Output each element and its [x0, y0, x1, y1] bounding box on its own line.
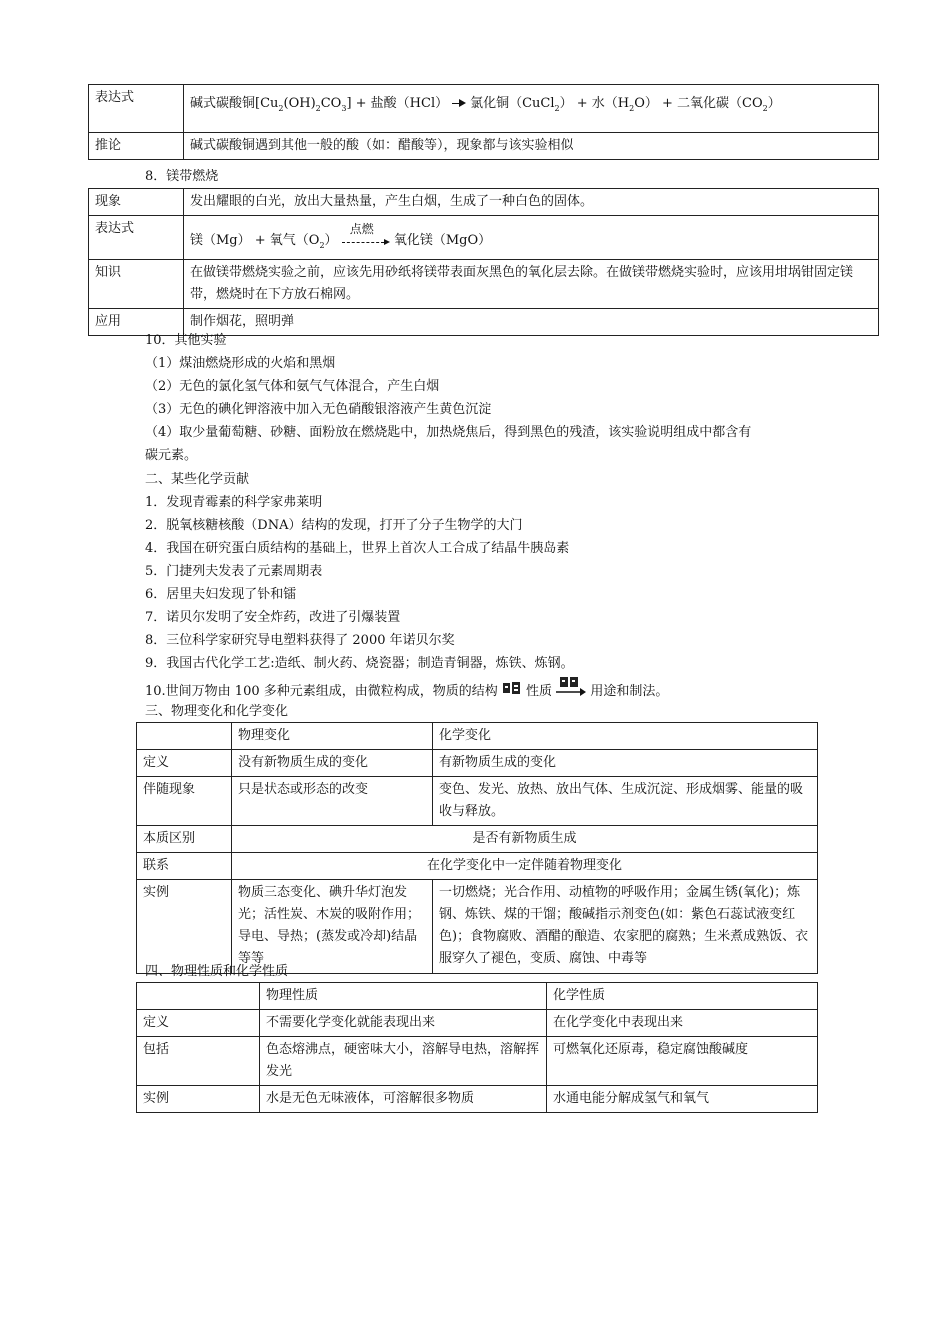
- table-row: [137, 750, 818, 777]
- merged-cell: 在化学变化中一定伴随着物理变化: [232, 853, 818, 880]
- list-item: （1）煤油燃烧形成的火焰和黑烟: [145, 356, 336, 371]
- list-item: （3）无色的碘化钾溶液中加入无色硝酸银溶液产生黄色沉淀: [145, 402, 492, 417]
- table-cell: 在化学变化中表现出来: [547, 1010, 818, 1037]
- table-row: [137, 723, 818, 750]
- determines-glyph-icon: [502, 681, 522, 697]
- row-label: 伴随现象: [137, 777, 232, 826]
- header-cell: 物理性质: [260, 983, 547, 1010]
- row-label: 推论: [89, 133, 184, 160]
- row-label: 实例: [137, 1086, 260, 1113]
- list-item: 5．门捷列夫发表了元素周期表: [145, 564, 323, 579]
- row-label: 联系: [137, 853, 232, 880]
- table-row: [89, 85, 879, 133]
- row-label: 表达式: [89, 85, 184, 133]
- table-cell: 有新物质生成的变化: [433, 750, 818, 777]
- table-row: [137, 880, 818, 974]
- table-row: [137, 826, 818, 853]
- table-basic-copper-carbonate: [88, 84, 879, 160]
- table-row: [89, 189, 879, 216]
- reaction-arrow-icon: [452, 98, 466, 110]
- table-row: [137, 1010, 818, 1037]
- table-row: [137, 1086, 818, 1113]
- list-item: （2）无色的氯化氢气体和氨气气体混合，产生白烟: [145, 379, 440, 394]
- table-row: [89, 216, 879, 260]
- section-title: 三、物理变化和化学变化: [145, 704, 289, 719]
- list-item: 碳元素。: [145, 448, 198, 463]
- list-item: （4）取少量葡萄糖、砂糖、面粉放在燃烧匙中，加热烧焦后，得到黑色的残渣，该实验说明组成中都含有: [145, 425, 752, 440]
- table-row: [137, 777, 818, 826]
- table-row: [137, 853, 818, 880]
- header-cell: 化学性质: [547, 983, 818, 1010]
- section-title: 8．镁带燃烧: [145, 169, 219, 184]
- section-title: 10．其他实验: [145, 333, 227, 348]
- section-title: 四、物理性质和化学性质: [145, 964, 289, 979]
- section-title: 二、某些化学贡献: [145, 472, 250, 487]
- header-cell: [137, 723, 232, 750]
- list-item: 4．我国在研究蛋白质结构的基础上，世界上首次人工合成了结晶牛胰岛素: [145, 541, 570, 556]
- list-item: 6．居里夫妇发现了钋和镭: [145, 587, 297, 602]
- equation-cell: 镁（Mg） + 氧气$(O_2)$ 点燃 氧化镁（MgO）: [184, 216, 879, 260]
- condition-arrow-icon: 点燃: [342, 234, 390, 248]
- table-cell: 物质三态变化、碘升华灯泡发光；活性炭、木炭的吸附作用；导电、导热；(蒸发或冷却)结晶等等: [232, 880, 433, 974]
- row-label: 现象: [89, 189, 184, 216]
- list-item: 9．我国古代化学工艺:造纸、制火药、烧瓷器；制造青铜器，炼铁、炼钢。: [145, 656, 574, 671]
- determines-arrow-icon: [556, 677, 586, 699]
- header-cell: 物理变化: [232, 723, 433, 750]
- row-content: 碱式碳酸铜遇到其他一般的酸（如：醋酸等），现象都与该实验相似: [184, 133, 879, 160]
- table-cell: 没有新物质生成的变化: [232, 750, 433, 777]
- row-content: 制作烟花，照明弹: [184, 309, 879, 336]
- table-row: [89, 260, 879, 309]
- table-magnesium: [88, 188, 879, 336]
- table-cell: 只是状态或形态的改变: [232, 777, 433, 826]
- table-cell: 变色、发光、放热、放出气体、生成沉淀、形成烟雾、能量的吸收与释放。: [433, 777, 818, 826]
- list-item: 1．发现青霉素的科学家弗莱明: [145, 495, 323, 510]
- list-item: 10.世间万物由 100 多种元素组成，由微粒构成，物质的结构 性质 用途和制法。: [145, 677, 668, 702]
- list-item: 7．诺贝尔发明了安全炸药，改进了引爆装置: [145, 610, 401, 625]
- row-label: 定义: [137, 750, 232, 777]
- merged-cell: 是否有新物质生成: [232, 826, 818, 853]
- row-label: 定义: [137, 1010, 260, 1037]
- table-physical-chemical-property: [136, 982, 818, 1113]
- row-label: 知识: [89, 260, 184, 309]
- table-row: [89, 133, 879, 160]
- table-cell: 不需要化学变化就能表现出来: [260, 1010, 547, 1037]
- list-item: 8．三位科学家研究导电塑料获得了 2000 年诺贝尔奖: [145, 633, 455, 648]
- table-cell: 可燃氧化还原毒，稳定腐蚀酸碱度: [547, 1037, 818, 1086]
- row-label: 实例: [137, 880, 232, 974]
- table-cell: 水是无色无味液体，可溶解很多物质: [260, 1086, 547, 1113]
- row-label: 包括: [137, 1037, 260, 1086]
- table-row: [137, 1037, 818, 1086]
- row-label: 本质区别: [137, 826, 232, 853]
- table-row: [137, 983, 818, 1010]
- header-cell: [137, 983, 260, 1010]
- row-content: 在做镁带燃烧实验之前，应该先用砂纸将镁带表面灰黑色的氧化层去除。在做镁带燃烧实验时，应该用坩埚钳固定镁带，燃烧时在下方放石棉网。: [184, 260, 879, 309]
- row-content: 发出耀眼的白光，放出大量热量，产生白烟，生成了一种白色的固体。: [184, 189, 879, 216]
- list-item: 2．脱氧核糖核酸（DNA）结构的发现，打开了分子生物学的大门: [145, 518, 523, 533]
- table-physical-chemical-change: [136, 722, 818, 974]
- table-cell: 一切燃烧；光合作用、动植物的呼吸作用；金属生锈(氧化)；炼钢、炼铁、煤的干馏；酸碱指示剂变色(如：紫色石蕊试液变红色)；食物腐败、酒醋的酿造、农家肥的腐熟；生米煮成熟饭、衣服穿久了褪色，变质、腐蚀、中毒等: [433, 880, 818, 974]
- table-cell: 色态熔沸点，硬密味大小，溶解导电热，溶解挥发光: [260, 1037, 547, 1086]
- header-cell: 化学变化: [433, 723, 818, 750]
- table-cell: 水通电能分解成氢气和氧气: [547, 1086, 818, 1113]
- equation-cell: 碱式碳酸铜$[Cu_2(OH)_2CO_3]$ + 盐酸（HCl） 氯化铜（CuCl$_2$） + 水$(H_2O)$ + 二氧化碳$(CO_2)$: [184, 85, 879, 133]
- row-label: 应用: [89, 309, 184, 336]
- row-label: 表达式: [89, 216, 184, 260]
